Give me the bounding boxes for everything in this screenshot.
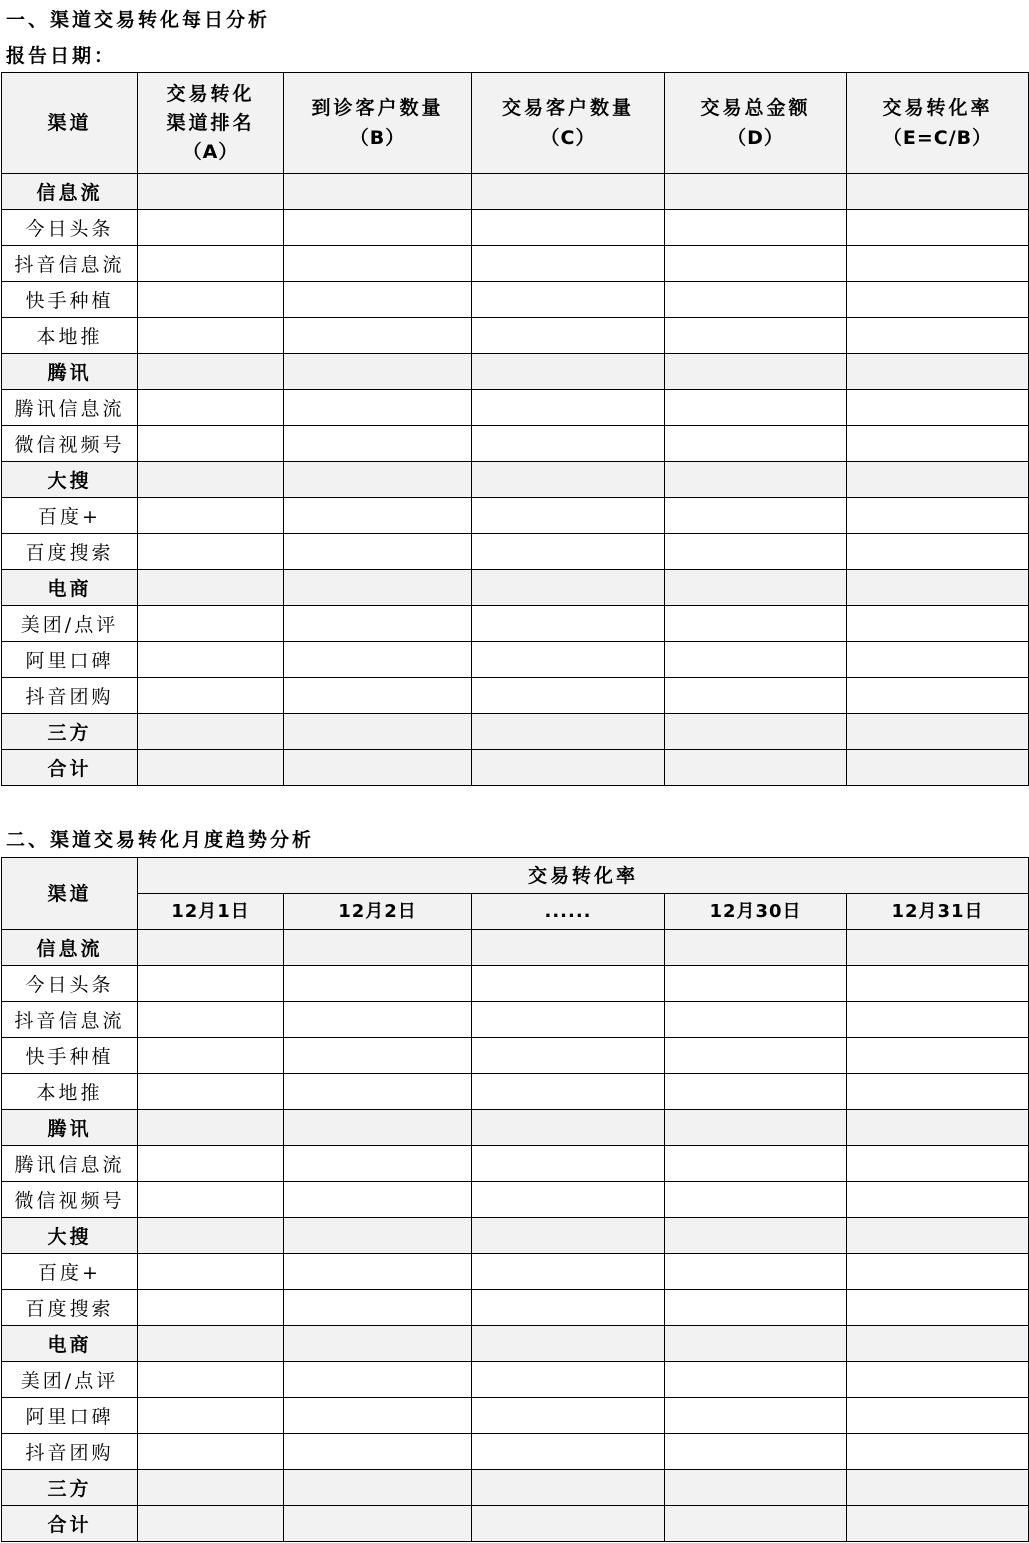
channel-name-cell: 腾讯 <box>2 1110 138 1146</box>
empty-data-cell[interactable] <box>472 1398 665 1434</box>
empty-data-cell[interactable] <box>847 282 1029 318</box>
empty-data-cell[interactable] <box>472 1110 665 1146</box>
empty-data-cell[interactable] <box>847 246 1029 282</box>
empty-data-cell[interactable] <box>665 642 847 678</box>
empty-data-cell[interactable] <box>472 678 665 714</box>
empty-data-cell[interactable] <box>284 1218 472 1254</box>
table-row <box>2 606 1029 642</box>
table-row <box>2 1290 1029 1326</box>
empty-data-cell[interactable] <box>138 642 284 678</box>
empty-data-cell[interactable] <box>847 390 1029 426</box>
empty-data-cell[interactable] <box>665 390 847 426</box>
empty-data-cell[interactable] <box>665 966 847 1002</box>
empty-data-cell[interactable] <box>284 1074 472 1110</box>
header-date: 12月2日 <box>284 894 472 930</box>
channel-name-cell: 今日头条 <box>2 966 138 1002</box>
header-date: 12月31日 <box>847 894 1029 930</box>
group-row <box>2 462 1029 498</box>
channel-name-cell: 腾讯 <box>2 354 138 390</box>
channel-name-cell: 阿里口碑 <box>2 642 138 678</box>
empty-data-cell[interactable] <box>138 714 284 750</box>
empty-data-cell[interactable] <box>138 390 284 426</box>
empty-data-cell[interactable] <box>665 534 847 570</box>
channel-name-cell: 本地推 <box>2 1074 138 1110</box>
channel-name-cell: 三方 <box>2 714 138 750</box>
empty-data-cell[interactable] <box>284 426 472 462</box>
empty-data-cell[interactable] <box>138 1038 284 1074</box>
section-1-title: 一、渠道交易转化每日分析 <box>6 9 271 31</box>
channel-name-cell: 腾讯信息流 <box>2 1146 138 1182</box>
empty-data-cell[interactable] <box>138 1146 284 1182</box>
empty-data-cell[interactable] <box>665 1002 847 1038</box>
header-rank: 交易转化渠道排名 （A） <box>138 73 284 174</box>
empty-data-cell[interactable] <box>138 1110 284 1146</box>
empty-data-cell[interactable] <box>138 1470 284 1506</box>
channel-name-cell: 抖音信息流 <box>2 1002 138 1038</box>
channel-name-cell: 百度+ <box>2 498 138 534</box>
empty-data-cell[interactable] <box>665 570 847 606</box>
empty-data-cell[interactable] <box>847 426 1029 462</box>
empty-data-cell[interactable] <box>847 1506 1029 1542</box>
empty-data-cell[interactable] <box>138 318 284 354</box>
table2-header-row-1 <box>2 858 1029 894</box>
empty-data-cell[interactable] <box>847 1254 1029 1290</box>
empty-data-cell[interactable] <box>284 282 472 318</box>
channel-name-cell: 大搜 <box>2 1218 138 1254</box>
table-row <box>2 1254 1029 1290</box>
empty-data-cell[interactable] <box>665 1182 847 1218</box>
empty-data-cell[interactable] <box>284 1254 472 1290</box>
table-row <box>2 282 1029 318</box>
empty-data-cell[interactable] <box>472 966 665 1002</box>
empty-data-cell[interactable] <box>847 1326 1029 1362</box>
empty-data-cell[interactable] <box>284 498 472 534</box>
empty-data-cell[interactable] <box>665 282 847 318</box>
channel-name-cell: 百度搜索 <box>2 534 138 570</box>
empty-data-cell[interactable] <box>284 930 472 966</box>
empty-data-cell[interactable] <box>284 1398 472 1434</box>
table-row <box>2 1398 1029 1434</box>
empty-data-cell[interactable] <box>847 498 1029 534</box>
channel-name-cell: 信息流 <box>2 930 138 966</box>
empty-data-cell[interactable] <box>284 678 472 714</box>
empty-data-cell[interactable] <box>138 1398 284 1434</box>
channel-name-cell: 百度搜索 <box>2 1290 138 1326</box>
table2-body <box>2 930 1029 1542</box>
channel-name-cell: 三方 <box>2 1470 138 1506</box>
empty-data-cell[interactable] <box>472 1290 665 1326</box>
header-total-amount: 交易总金额 （D） <box>665 73 847 174</box>
empty-data-cell[interactable] <box>665 318 847 354</box>
empty-data-cell[interactable] <box>472 642 665 678</box>
empty-data-cell[interactable] <box>284 354 472 390</box>
channel-name-cell: 今日头条 <box>2 210 138 246</box>
empty-data-cell[interactable] <box>847 462 1029 498</box>
empty-data-cell[interactable] <box>665 426 847 462</box>
empty-data-cell[interactable] <box>138 930 284 966</box>
empty-data-cell[interactable] <box>665 1110 847 1146</box>
empty-data-cell[interactable] <box>665 498 847 534</box>
empty-data-cell[interactable] <box>665 1038 847 1074</box>
empty-data-cell[interactable] <box>138 426 284 462</box>
group-row <box>2 1110 1029 1146</box>
table-row <box>2 246 1029 282</box>
table-row <box>2 390 1029 426</box>
empty-data-cell[interactable] <box>284 1470 472 1506</box>
table-row <box>2 318 1029 354</box>
empty-data-cell[interactable] <box>665 714 847 750</box>
group-row <box>2 354 1029 390</box>
empty-data-cell[interactable] <box>472 1470 665 1506</box>
empty-data-cell[interactable] <box>284 1326 472 1362</box>
empty-data-cell[interactable] <box>472 246 665 282</box>
group-row <box>2 714 1029 750</box>
empty-data-cell[interactable] <box>847 1038 1029 1074</box>
empty-data-cell[interactable] <box>472 1146 665 1182</box>
empty-data-cell[interactable] <box>284 1506 472 1542</box>
table-row <box>2 642 1029 678</box>
empty-data-cell[interactable] <box>847 678 1029 714</box>
empty-data-cell[interactable] <box>847 1434 1029 1470</box>
group-row <box>2 930 1029 966</box>
empty-data-cell[interactable] <box>472 1002 665 1038</box>
empty-data-cell[interactable] <box>284 1182 472 1218</box>
empty-data-cell[interactable] <box>138 498 284 534</box>
group-row <box>2 1470 1029 1506</box>
empty-data-cell[interactable] <box>472 1074 665 1110</box>
empty-data-cell[interactable] <box>665 1362 847 1398</box>
empty-data-cell[interactable] <box>138 1362 284 1398</box>
empty-data-cell[interactable] <box>138 174 284 210</box>
empty-data-cell[interactable] <box>665 930 847 966</box>
header-visit-count: 到诊客户数量 （B） <box>284 73 472 174</box>
empty-data-cell[interactable] <box>665 1398 847 1434</box>
empty-data-cell[interactable] <box>138 354 284 390</box>
empty-data-cell[interactable] <box>138 1002 284 1038</box>
empty-data-cell[interactable] <box>284 210 472 246</box>
header-deal-count: 交易客户数量 （C） <box>472 73 665 174</box>
empty-data-cell[interactable] <box>284 462 472 498</box>
channel-name-cell: 快手种植 <box>2 282 138 318</box>
empty-data-cell[interactable] <box>665 462 847 498</box>
channel-name-cell: 电商 <box>2 570 138 606</box>
table1-header-row <box>2 73 1029 174</box>
empty-data-cell[interactable] <box>472 1434 665 1470</box>
empty-data-cell[interactable] <box>847 606 1029 642</box>
empty-data-cell[interactable] <box>472 1218 665 1254</box>
empty-data-cell[interactable] <box>847 930 1029 966</box>
empty-data-cell[interactable] <box>847 1002 1029 1038</box>
channel-name-cell: 电商 <box>2 1326 138 1362</box>
empty-data-cell[interactable] <box>472 1182 665 1218</box>
channel-name-cell: 微信视频号 <box>2 426 138 462</box>
empty-data-cell[interactable] <box>138 1074 284 1110</box>
table-row <box>2 1362 1029 1398</box>
empty-data-cell[interactable] <box>284 642 472 678</box>
empty-data-cell[interactable] <box>284 1146 472 1182</box>
table-row <box>2 1182 1029 1218</box>
group-row <box>2 570 1029 606</box>
empty-data-cell[interactable] <box>138 1434 284 1470</box>
header-date-ellipsis: ...... <box>472 894 665 930</box>
empty-data-cell[interactable] <box>284 318 472 354</box>
group-row <box>2 174 1029 210</box>
table-row <box>2 966 1029 1002</box>
empty-data-cell[interactable] <box>472 426 665 462</box>
section-2-title: 二、渠道交易转化月度趋势分析 <box>6 829 315 851</box>
channel-name-cell: 快手种植 <box>2 1038 138 1074</box>
empty-data-cell[interactable] <box>138 462 284 498</box>
channel-name-cell: 合计 <box>2 750 138 786</box>
empty-data-cell[interactable] <box>138 1218 284 1254</box>
channel-name-cell: 阿里口碑 <box>2 1398 138 1434</box>
empty-data-cell[interactable] <box>665 1254 847 1290</box>
empty-data-cell[interactable] <box>847 1110 1029 1146</box>
empty-data-cell[interactable] <box>138 1326 284 1362</box>
channel-name-cell: 百度+ <box>2 1254 138 1290</box>
empty-data-cell[interactable] <box>665 210 847 246</box>
empty-data-cell[interactable] <box>847 210 1029 246</box>
empty-data-cell[interactable] <box>138 1290 284 1326</box>
empty-data-cell[interactable] <box>665 354 847 390</box>
empty-data-cell[interactable] <box>138 1254 284 1290</box>
table-row <box>2 1002 1029 1038</box>
header-conversion-rate-group: 交易转化率 <box>138 858 1029 894</box>
table1-body <box>2 174 1029 786</box>
empty-data-cell[interactable] <box>284 246 472 282</box>
empty-data-cell[interactable] <box>665 1290 847 1326</box>
empty-data-cell[interactable] <box>847 1470 1029 1506</box>
empty-data-cell[interactable] <box>472 354 665 390</box>
empty-data-cell[interactable] <box>847 1182 1029 1218</box>
table-row <box>2 1434 1029 1470</box>
channel-name-cell: 美团/点评 <box>2 1362 138 1398</box>
channel-name-cell: 信息流 <box>2 174 138 210</box>
table-row <box>2 1074 1029 1110</box>
table-row <box>2 534 1029 570</box>
group-row <box>2 1218 1029 1254</box>
report-date-label: 报告日期： <box>6 45 117 67</box>
empty-data-cell[interactable] <box>472 930 665 966</box>
channel-name-cell: 腾讯信息流 <box>2 390 138 426</box>
table2-header-row-2 <box>2 894 1029 930</box>
empty-data-cell[interactable] <box>472 462 665 498</box>
empty-data-cell[interactable] <box>472 570 665 606</box>
empty-data-cell[interactable] <box>472 318 665 354</box>
header-conversion-rate: 交易转化率 （E=C/B） <box>847 73 1029 174</box>
empty-data-cell[interactable] <box>847 1290 1029 1326</box>
empty-data-cell[interactable] <box>847 642 1029 678</box>
empty-data-cell[interactable] <box>284 174 472 210</box>
header-date: 12月30日 <box>665 894 847 930</box>
empty-data-cell[interactable] <box>847 1074 1029 1110</box>
empty-data-cell[interactable] <box>138 678 284 714</box>
empty-data-cell[interactable] <box>472 714 665 750</box>
empty-data-cell[interactable] <box>284 1362 472 1398</box>
empty-data-cell[interactable] <box>284 1110 472 1146</box>
table-row <box>2 426 1029 462</box>
empty-data-cell[interactable] <box>665 1326 847 1362</box>
empty-data-cell[interactable] <box>472 390 665 426</box>
empty-data-cell[interactable] <box>472 1506 665 1542</box>
empty-data-cell[interactable] <box>665 1146 847 1182</box>
empty-data-cell[interactable] <box>847 1362 1029 1398</box>
empty-data-cell[interactable] <box>847 318 1029 354</box>
empty-data-cell[interactable] <box>138 246 284 282</box>
empty-data-cell[interactable] <box>284 1290 472 1326</box>
empty-data-cell[interactable] <box>284 606 472 642</box>
empty-data-cell[interactable] <box>284 1434 472 1470</box>
table-row <box>2 678 1029 714</box>
group-row <box>2 750 1029 786</box>
channel-name-cell: 抖音团购 <box>2 678 138 714</box>
empty-data-cell[interactable] <box>665 1218 847 1254</box>
group-row <box>2 1326 1029 1362</box>
empty-data-cell[interactable] <box>284 390 472 426</box>
empty-data-cell[interactable] <box>847 354 1029 390</box>
empty-data-cell[interactable] <box>284 750 472 786</box>
channel-name-cell: 抖音信息流 <box>2 246 138 282</box>
empty-data-cell[interactable] <box>665 750 847 786</box>
channel-name-cell: 抖音团购 <box>2 1434 138 1470</box>
channel-name-cell: 本地推 <box>2 318 138 354</box>
empty-data-cell[interactable] <box>284 966 472 1002</box>
empty-data-cell[interactable] <box>284 570 472 606</box>
empty-data-cell[interactable] <box>847 714 1029 750</box>
empty-data-cell[interactable] <box>472 174 665 210</box>
empty-data-cell[interactable] <box>847 750 1029 786</box>
table-row <box>2 210 1029 246</box>
empty-data-cell[interactable] <box>472 210 665 246</box>
empty-data-cell[interactable] <box>665 1470 847 1506</box>
header-channel: 渠道 <box>2 73 138 174</box>
daily-analysis-table <box>1 72 1029 786</box>
empty-data-cell[interactable] <box>472 498 665 534</box>
empty-data-cell[interactable] <box>472 1362 665 1398</box>
table-row <box>2 1038 1029 1074</box>
empty-data-cell[interactable] <box>138 1182 284 1218</box>
empty-data-cell[interactable] <box>284 1038 472 1074</box>
empty-data-cell[interactable] <box>472 750 665 786</box>
table-row <box>2 498 1029 534</box>
empty-data-cell[interactable] <box>138 570 284 606</box>
channel-name-cell: 微信视频号 <box>2 1182 138 1218</box>
empty-data-cell[interactable] <box>138 606 284 642</box>
empty-data-cell[interactable] <box>472 1038 665 1074</box>
empty-data-cell[interactable] <box>472 534 665 570</box>
empty-data-cell[interactable] <box>847 966 1029 1002</box>
empty-data-cell[interactable] <box>665 174 847 210</box>
empty-data-cell[interactable] <box>284 714 472 750</box>
empty-data-cell[interactable] <box>847 570 1029 606</box>
empty-data-cell[interactable] <box>847 1398 1029 1434</box>
empty-data-cell[interactable] <box>472 1254 665 1290</box>
empty-data-cell[interactable] <box>847 534 1029 570</box>
empty-data-cell[interactable] <box>665 606 847 642</box>
monthly-trend-table <box>1 857 1029 1542</box>
empty-data-cell[interactable] <box>138 1506 284 1542</box>
empty-data-cell[interactable] <box>138 534 284 570</box>
channel-name-cell: 大搜 <box>2 462 138 498</box>
group-row <box>2 1506 1029 1542</box>
empty-data-cell[interactable] <box>472 1326 665 1362</box>
empty-data-cell[interactable] <box>472 282 665 318</box>
empty-data-cell[interactable] <box>284 1002 472 1038</box>
empty-data-cell[interactable] <box>665 246 847 282</box>
empty-data-cell[interactable] <box>665 1074 847 1110</box>
empty-data-cell[interactable] <box>665 678 847 714</box>
empty-data-cell[interactable] <box>138 750 284 786</box>
header-channel: 渠道 <box>2 858 138 930</box>
empty-data-cell[interactable] <box>665 1506 847 1542</box>
empty-data-cell[interactable] <box>138 282 284 318</box>
empty-data-cell[interactable] <box>284 534 472 570</box>
empty-data-cell[interactable] <box>847 174 1029 210</box>
header-date: 12月1日 <box>138 894 284 930</box>
channel-name-cell: 合计 <box>2 1506 138 1542</box>
channel-name-cell: 美团/点评 <box>2 606 138 642</box>
empty-data-cell[interactable] <box>847 1218 1029 1254</box>
table-row <box>2 1146 1029 1182</box>
empty-data-cell[interactable] <box>472 606 665 642</box>
empty-data-cell[interactable] <box>138 966 284 1002</box>
empty-data-cell[interactable] <box>138 210 284 246</box>
empty-data-cell[interactable] <box>665 1434 847 1470</box>
empty-data-cell[interactable] <box>847 1146 1029 1182</box>
